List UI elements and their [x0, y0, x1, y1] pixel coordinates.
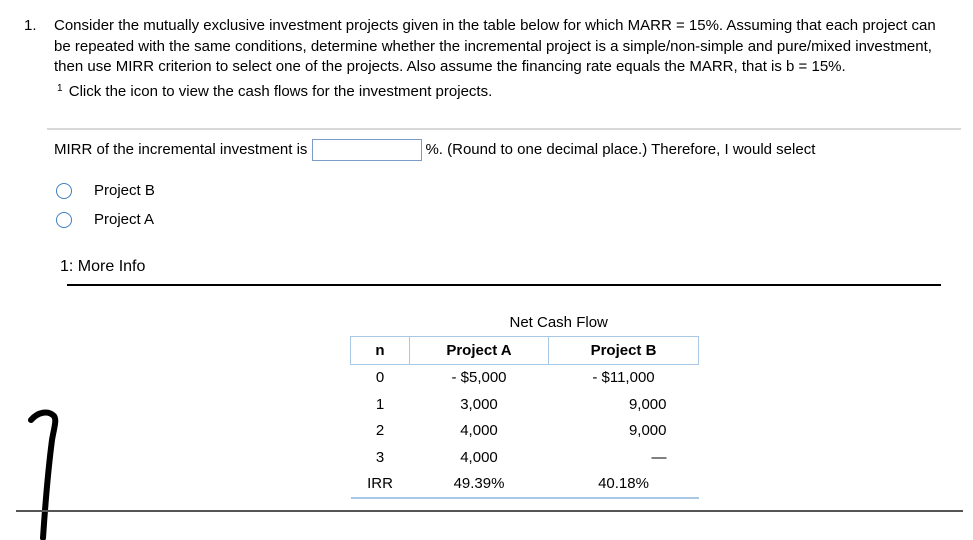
handwritten-pen-mark — [28, 408, 62, 540]
radio-project-a[interactable] — [56, 212, 72, 228]
cell-project-b: — — [651, 448, 667, 466]
cell-project-a: 3,000 — [460, 395, 498, 413]
cell-project-a: 4,000 — [460, 422, 498, 440]
option-label: Project B — [94, 182, 155, 199]
option-project-a[interactable] — [56, 205, 155, 234]
cell-project-b: - $11,000 — [592, 369, 655, 387]
header-n: n — [351, 337, 410, 365]
cell-project-b: 9,000 — [628, 422, 667, 440]
cell-n: IRR — [351, 471, 410, 499]
question-divider — [47, 128, 961, 130]
table-title: Net Cash Flow — [509, 313, 608, 331]
footnote-link[interactable] — [57, 79, 944, 103]
header-project-b: Project B — [549, 337, 699, 365]
option-project-b[interactable] — [56, 176, 155, 205]
table-header-row — [351, 337, 699, 365]
answer-prefix: MIRR of the incremental investment is — [54, 141, 308, 158]
table-row — [351, 471, 699, 499]
cell-n: 3 — [375, 448, 385, 466]
question-number: 1. — [24, 17, 37, 34]
question-text: Consider the mutually exclusive investment projects given in the table below for which MARR = 15%. Assuming that each project can be repeated with the same conditions, determine whether the incremental project is a simple/non-simple and pure/mixed investment, then use MIRR criterion to select one of the projects. Also assume the financing rate equals the MARR, that is b = 15%. — [54, 17, 936, 75]
table-row — [351, 418, 699, 445]
cell-project-a: 49.39% — [410, 471, 549, 499]
cell-project-b: 40.18% — [549, 471, 699, 499]
answer-row — [54, 139, 815, 161]
answer-suffix: %. (Round to one decimal place.) Therefore, I would select — [425, 141, 816, 158]
cell-project-a: - $5,000 — [451, 369, 507, 387]
cell-n: 0 — [375, 369, 385, 387]
mirr-input[interactable] — [312, 139, 422, 161]
question — [24, 16, 944, 102]
table-row — [351, 444, 699, 471]
footnote-marker: 1 — [57, 82, 63, 94]
cell-project-a: 4,000 — [460, 448, 498, 466]
cell-n: 2 — [375, 422, 385, 440]
cash-flow-table — [350, 308, 699, 499]
cell-project-b: 9,000 — [628, 395, 667, 413]
table-row — [351, 391, 699, 418]
bottom-divider — [16, 510, 963, 512]
header-project-a: Project A — [410, 337, 549, 365]
footnote-text: Click the icon to view the cash flows for the investment projects. — [68, 82, 493, 100]
project-options — [56, 176, 155, 234]
radio-project-b[interactable] — [56, 183, 72, 199]
cell-n: 1 — [375, 395, 385, 413]
more-info-divider — [67, 284, 941, 286]
option-label: Project A — [94, 211, 155, 228]
table-row — [351, 364, 699, 391]
more-info-title: 1: More Info — [60, 258, 146, 275]
